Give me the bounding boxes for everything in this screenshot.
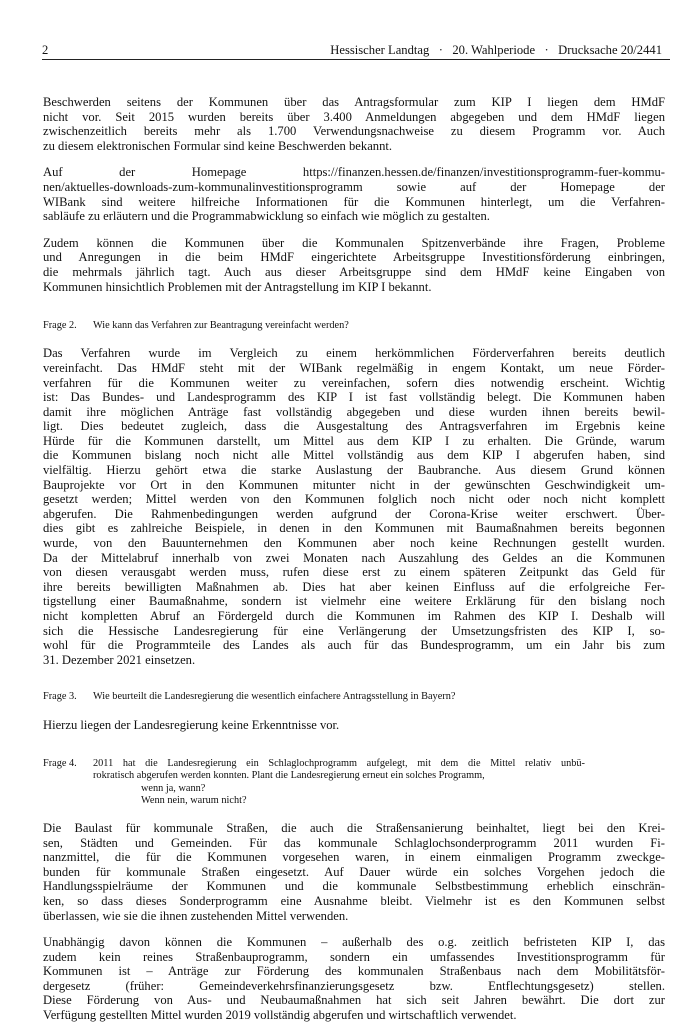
document-body xyxy=(43,95,665,1035)
text-line: Kommunen hinsichtlich Problemen mit der Antragstellung im KIP I bekannt. xyxy=(43,279,432,294)
text-line: ligt. Dies bedeutet zugleich, dass die Ausgestaltung des Antragsverfahren im Ergebnis keine xyxy=(43,419,665,434)
text-line: von diesen verausgabt werden muss, rufen diese erst zu einem späteren Zeitpunkt das Geld für xyxy=(43,565,665,580)
text-line: Wenn nein, warum nicht? xyxy=(141,794,247,806)
text-line: Beschwerden seitens der Kommunen über das Antragsformular zum KIP I liegen dem HMdF xyxy=(43,95,665,109)
text-line: Diese Förderung von Aus- und Neubaumaßnahmen hat sich seit Jahren bewährt. Die dort zur xyxy=(43,993,665,1008)
text-line: nanzmittel, die für die Kommunen vorgesehen waren, in einem einmaligen Programm zweckge- xyxy=(43,850,665,865)
text-line: ist: Das Bundes- und Landesprogramm des KIP I ist fast vollständig belegt. Die Kommunen haben xyxy=(43,390,665,405)
text-line: zwischenzeitlich bereits mehr als 1.700 Verwendungsnachweise zu diesem Programm vor. Auch xyxy=(43,124,665,139)
question-label: Frage 2. xyxy=(43,320,77,332)
text-line: Zudem können die Kommunen über die Kommunalen Spitzenverbände ihre Fragen, Probleme xyxy=(43,235,665,250)
text-line: nen/aktuelles-downloads-zum-kommunalinvestitionsprogramm sowie auf der Homepage der xyxy=(43,179,665,194)
question-2 xyxy=(43,320,665,332)
text-line: damit ihre möglichen Anträge fast vollständig abgegeben und diese wurden ihnen bereits bewil- xyxy=(43,404,665,419)
text-line: Hierzu liegen der Landesregierung keine Erkenntnisse vor. xyxy=(43,717,340,732)
page-header xyxy=(42,43,670,60)
text-line: die Kommunen bislang noch nicht alle Mittel vollständig aus dem KIP I abgerufen haben, sind xyxy=(43,448,665,463)
text-line: sich die Hessische Landesregierung für eine Verlängerung der Umsetzungsfristen des KIP I, so- xyxy=(43,623,665,638)
question-3 xyxy=(43,691,665,703)
text-line: Hürde für die Kommunen darstellt, um Mittel aus dem KIP I zu erhalten. Die Gründe, warum xyxy=(43,433,665,448)
text-line: wurde, von den Bauunternehmen den Kommunen aber noch keine Rechnungen gestellt wurden. xyxy=(43,536,665,551)
paragraph-intro-3 xyxy=(43,236,665,294)
text-line: abgerufen. Die Rahmenbedingungen werden aufgrund der Corona-Krise weiter erschwert. Über- xyxy=(43,506,665,521)
text-line: dergesetz (früher: Gemeindeverkehrsfinanzierungsgesetz bzw. Entflechtungsgesetz) stellen. xyxy=(43,978,665,993)
text-line: WIBank sind weitere hilfreiche Informationen für die Kommunen hinterlegt, um die Verfahren- xyxy=(43,194,665,209)
text-line: Auf der Homepage https://finanzen.hessen.de/finanzen/investitionsprogramm-fuer-kommu- xyxy=(43,165,665,180)
text-line: dies gibt es zahlreiche Beispiele, in denen in den Kommunen mit Baumaßnahmen bereits begonnen xyxy=(43,521,665,536)
question-4 xyxy=(43,758,665,807)
text-line: zudem kein reines Straßenbauprogramm, sondern ein umfassendes Investitionsprogramm für xyxy=(43,949,665,964)
text-line: rokratisch abgerufen werden konnten. Plant die Landesregierung erneut ein solches Programm, xyxy=(93,770,485,782)
answer-3 xyxy=(43,718,665,733)
text-line: Bauprojekte vor Ort in den Kommunen mitunter nicht in der gewünschten Geschwindigkeit um- xyxy=(43,477,665,492)
text-line: Kommunen ist – Anträge zur Förderung des kommunalen Straßenbaus nach dem Mobilitätsför- xyxy=(43,964,665,979)
text-line: überlassen, wie sie die ihnen zustehenden Mittel verwenden. xyxy=(43,908,349,923)
text-line: und Anregungen in die beim HMdF eingerichtete Arbeitsgruppe Investitionsförderung einbringen, xyxy=(43,250,665,265)
text-line: ken, so dass dieses Sonderprogramm eine Ausnahme bleibt. Vielmehr ist es den Kommunen selbst xyxy=(43,893,665,908)
text-line: nicht kompletten Abruf an Fördergeld durch die Kommunen im Rahmen des KIP I. Deshalb will xyxy=(43,609,665,624)
text-line: verfahren für die Kommunen weiter zu vereinfachen, sofern dies notwendig erscheint. Wichtig xyxy=(43,375,665,390)
text-line: 31. Dezember 2021 einsetzen. xyxy=(43,652,196,667)
question-label: Frage 3. xyxy=(43,691,77,703)
question-label: Frage 4. xyxy=(43,758,77,770)
text-line: die mehrmals jährlich tagt. Auch aus dieser Arbeitsgruppe sind dem HMdF keine Eingaben von xyxy=(43,264,665,279)
text-line: wenn ja, wann? xyxy=(141,782,206,794)
text-line: nicht vor. Seit 2015 wurden bereits über 3.400 Anmeldungen abgegeben und dem HMdF liegen xyxy=(43,109,665,124)
paragraph-intro-2 xyxy=(43,165,665,223)
text-line: sabläufe zu erläutern und die Programmabwicklung so einfach wie möglich zu gestalten. xyxy=(43,209,490,224)
text-line: tigstellung einer Baumaßnahme, sondern ist vielmehr eine weitere Erklärung für den bislang noch xyxy=(43,594,665,609)
question-text xyxy=(93,320,665,332)
text-line: sen, Städten und Gemeinden. Für das kommunale Schlaglochsonderprogramm 2011 wurden Fi- xyxy=(43,835,665,850)
text-line: 2011 hat die Landesregierung ein Schlaglochprogramm aufgelegt, mit dem die Mittel relativ unbü- xyxy=(93,758,585,770)
question-text xyxy=(93,691,665,703)
question-text xyxy=(93,758,665,807)
text-line: Wie beurteilt die Landesregierung die wesentlich einfachere Antragsstellung in Bayern? xyxy=(93,691,456,703)
running-head: Hessischer Landtag · 20. Wahlperiode · Drucksache 20/2441 xyxy=(330,43,662,57)
text-line: wohl für die Programmteile des Landes als auch für das Bundesprogramm, um ein Jahr bis zum xyxy=(43,638,665,653)
text-line: Unabhängig davon können die Kommunen – außerhalb des o.g. zeitlich befristeten KIP I, das xyxy=(43,935,665,950)
text-line: Wie kann das Verfahren zur Beantragung vereinfacht werden? xyxy=(93,320,349,332)
text-line: bunden für kommunale Straßen eingesetzt. Auf Dauer würde ein solches Vorgehen jedoch die xyxy=(43,864,665,879)
answer-2 xyxy=(43,346,665,667)
page-number: 2 xyxy=(42,43,49,57)
paragraph-intro-1 xyxy=(43,95,665,153)
text-line: gesetzt werden; Mittel werden von den Kommunen folglich noch nicht oder noch nicht komplett xyxy=(43,492,665,507)
answer-4-paragraph-2 xyxy=(43,935,665,1023)
text-line: Verfügung gestellten Mittel wurden 2019 vollständig abgerufen und wirtschaftlich verwendet. xyxy=(43,1008,517,1023)
text-line: Da der Mittelabruf innerhalb von zwei Monaten nach Auszahlung des Geldes an die Kommunen xyxy=(43,550,665,565)
answer-4-paragraph-1 xyxy=(43,821,665,923)
text-line: vereinfacht. Das HMdF steht mit der WIBank regelmäßig in engem Kontakt, um neue Förder- xyxy=(43,360,665,375)
text-line: Die Baulast für kommunale Straßen, die auch die Straßensanierung beinhaltet, liegt bei den Krei- xyxy=(43,820,665,835)
text-line: vielfältig. Hierzu gehört etwa die starke Auslastung der Baubranche. Aus diesem Grund können xyxy=(43,463,665,478)
text-line: Das Verfahren wurde im Vergleich zu einem herkömmlichen Förderverfahren bereits deutlich xyxy=(43,346,665,361)
text-line: Handlungsspielräume der Kommunen und die kommunale Selbstbestimmung erheblich einschrän- xyxy=(43,879,665,894)
text-line: ihre bereits bewilligten Maßnahmen ab. Dies hat aber keinen Einfluss auf die erfolgreiche Fer- xyxy=(43,579,665,594)
text-line: zu diesem elektronischen Formular sind keine Beschwerden bekannt. xyxy=(43,138,393,153)
